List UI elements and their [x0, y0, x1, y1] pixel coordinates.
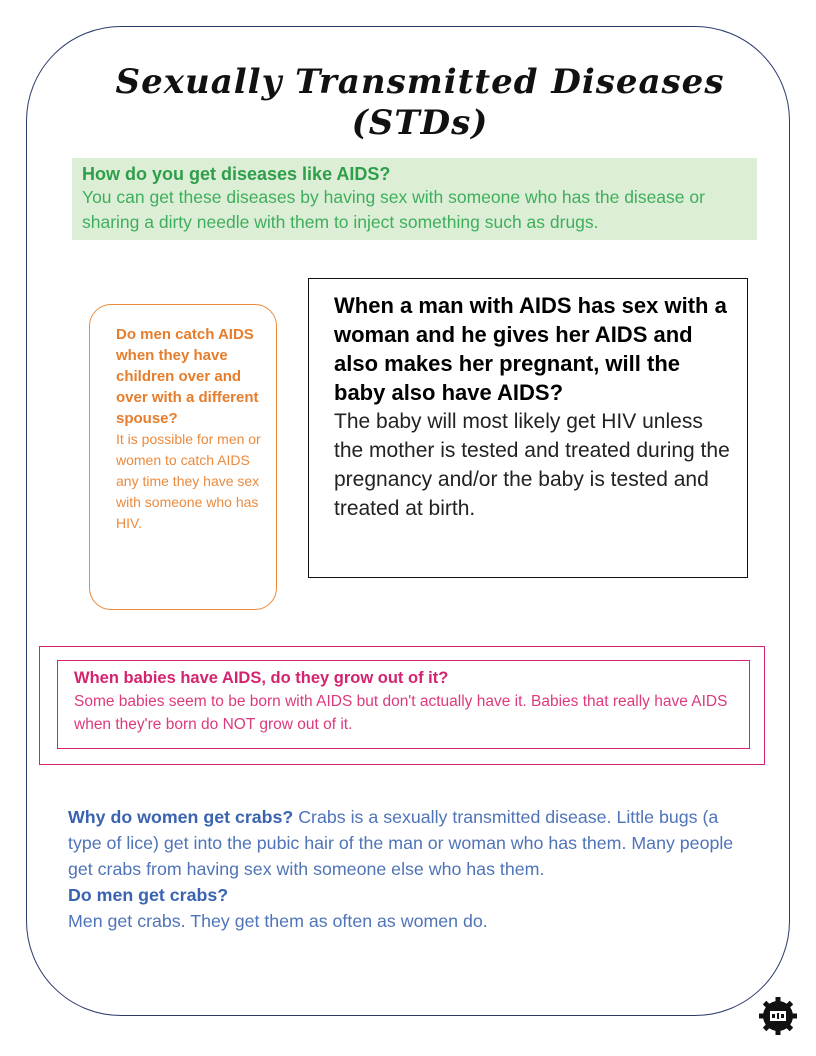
crabs-question-women: Why do women get crabs? — [68, 807, 294, 827]
teacher-shop-gear-logo-icon — [758, 996, 798, 1036]
aids-transmission-box — [72, 158, 757, 240]
aids-transmission-answer: You can get these diseases by having sex with someone who has the disease or sharing a dirty needle with them to inject something such as drugs. — [82, 187, 705, 232]
crabs-question-men: Do men get crabs? — [68, 885, 229, 905]
page-title: Sexually Transmitted Diseases (STDs) — [115, 62, 725, 143]
men-catch-aids-answer: It is possible for men or women to catch AIDS any time they have sex with someone who has HIV. — [116, 431, 261, 531]
babies-grow-out-question: When babies have AIDS, do they grow out of it? — [74, 669, 449, 687]
baby-aids-box — [308, 278, 748, 578]
baby-aids-question: When a man with AIDS has sex with a woman and he gives her AIDS and also makes her pregnant, will the baby also have AIDS? — [334, 293, 727, 405]
aids-transmission-question: How do you get diseases like AIDS? — [82, 164, 391, 184]
babies-grow-out-box — [57, 660, 750, 749]
crabs-answer-women: Crabs is a sexually transmitted disease. Little bugs (a type of lice) get into the pubic hair of the man or woman who has them. Many people get crabs from having sex with someone else who has them. — [68, 807, 734, 879]
men-catch-aids-box — [89, 304, 277, 610]
babies-grow-out-answer: Some babies seem to be born with AIDS but don't actually have it. Babies that really have AIDS when they're born do NOT grow out of it. — [74, 693, 728, 733]
baby-aids-answer: The baby will most likely get HIV unless the mother is tested and treated during the pregnancy and/or the baby is tested and treated at birth. — [334, 410, 730, 520]
crabs-section — [68, 804, 748, 934]
men-catch-aids-question: Do men catch AIDS when they have children over and over with a different spouse? — [116, 326, 259, 427]
crabs-answer-men: Men get crabs. They get them as often as women do. — [68, 911, 488, 931]
